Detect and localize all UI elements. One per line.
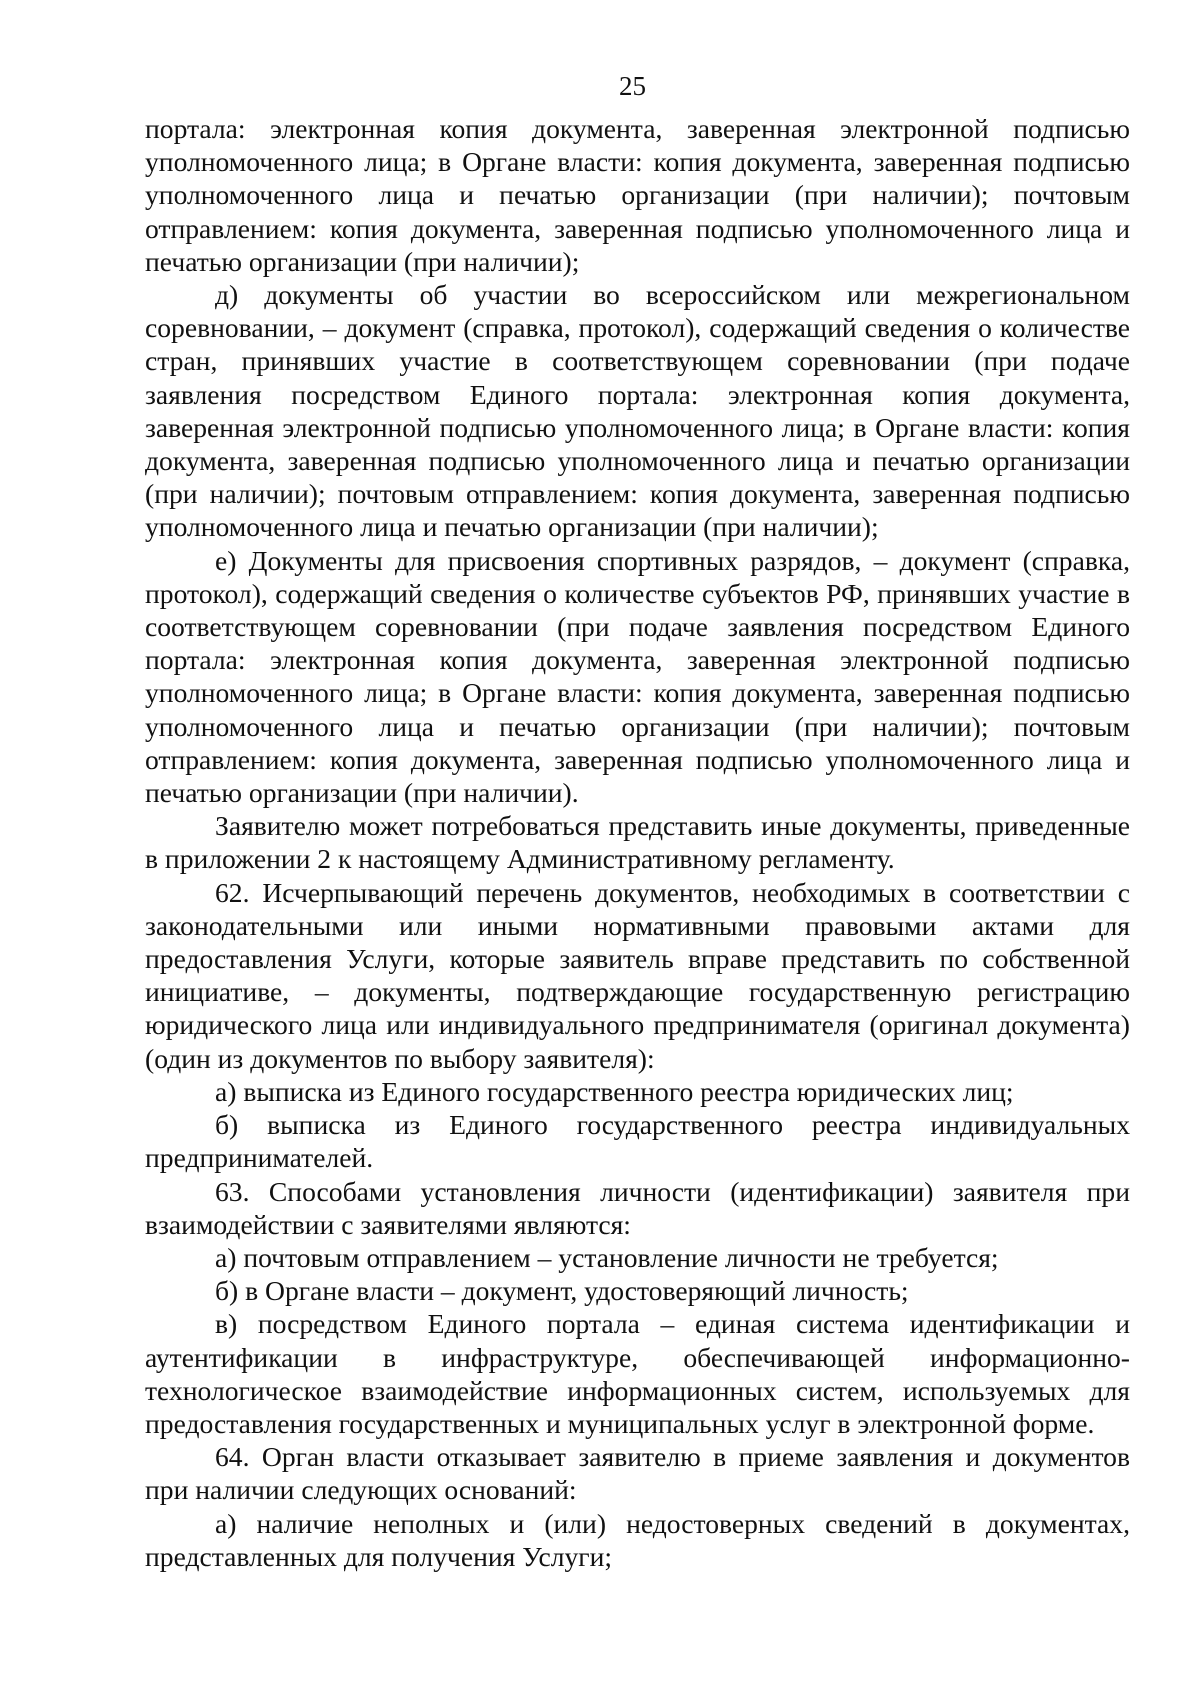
paragraph-64: 64. Орган власти отказывает заявителю в приеме заявления и документов при наличии следующих оснований: [145,1441,1130,1506]
paragraph-other-documents: Заявителю может потребоваться представить иные документы, приведенные в приложении 2 к настоящему Административному регламенту. [145,810,1130,875]
paragraph-62-b: б) выписка из Единого государственного реестра индивидуальных предпринимателей. [145,1109,1130,1174]
paragraph-62-a: а) выписка из Единого государственного реестра юридических лиц; [215,1075,1014,1107]
paragraph-63: 63. Способами установления личности (идентификации) заявителя при взаимодействии с заявителями являются: [145,1175,1130,1240]
paragraph-63-v: в) посредством Единого портала – единая система идентификации и аутентификации в инфраструктуре, обеспечивающей информационно-технологическое взаимодействие информационных систем, используемых для предоставления государственных и муниципальных услуг в электронной форме. [145,1308,1130,1439]
paragraph-62: 62. Исчерпывающий перечень документов, необходимых в соответствии с законодательными или иными нормативными правовыми актами для предоставления Услуги, которые заявитель вправе представить по собственной инициативе, – документы, подтверждающие государственную регистрацию юридического лица или индивидуального предпринимателя (оригинал документа) (один из документов по выбору заявителя): [145,876,1130,1074]
page-number: 25 [619,71,646,101]
paragraph-portal-continuation: портала: электронная копия документа, заверенная электронной подписью уполномоченного лица; в Органе власти: копия документа, заверенная подписью уполномоченного лица и печатью организации (при наличии); почтовым отправлением: копия документа, заверенная подписью уполномоченного лица и печатью организации (при наличии); [145,113,1130,277]
document-body [145,112,1130,1573]
paragraph-64-a: а) наличие неполных и (или) недостоверных сведений в документах, представленных для получения Услуги; [145,1507,1130,1572]
paragraph-63-a: а) почтовым отправлением – установление личности не требуется; [215,1241,999,1273]
paragraph-item-e: е) Документы для присвоения спортивных разрядов, – документ (справка, протокол), содержащий сведения о количестве субъектов РФ, принявших участие в соответствующем соревновании (при подаче заявления посредством Единого портала: электронная копия документа, заверенная электронной подписью уполномоченного лица; в Органе власти: копия документа, заверенная подписью уполномоченного лица и печатью организации (при наличии); почтовым отправлением: копия документа, заверенная подписью уполномоченного лица и печатью организации (при наличии). [145,544,1130,809]
paragraph-63-b: б) в Органе власти – документ, удостоверяющий личность; [215,1275,909,1307]
paragraph-item-d: д) документы об участии во всероссийском или межрегиональном соревновании, – документ (справка, протокол), содержащий сведения о количестве стран, принявших участие в соответствующем соревновании (при подаче заявления посредством Единого портала: электронная копия документа, заверенная электронной подписью уполномоченного лица; в Органе власти: копия документа, заверенная подписью уполномоченного лица и печатью организации (при наличии); почтовым отправлением: копия документа, заверенная подписью уполномоченного лица и печатью организации (при наличии); [145,279,1130,543]
